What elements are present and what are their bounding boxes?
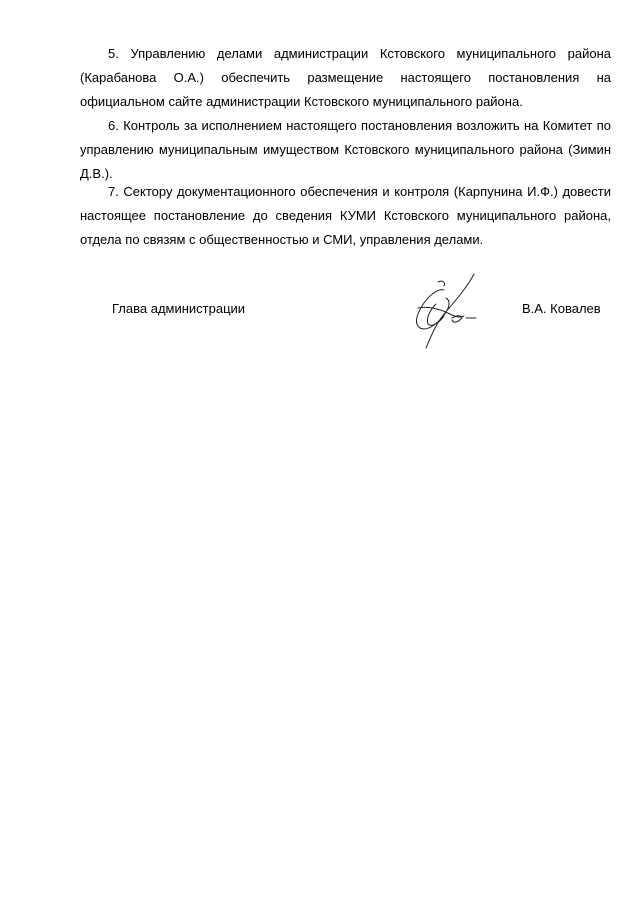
paragraph-item-6: 6. Контроль за исполнением настоящего постановления возложить на Комитет по управлению муниципальным имуществом Кстовского муниципального района (Зимин Д.В.). [80, 118, 611, 181]
signatory-name: В.А. Ковалев [522, 301, 601, 316]
handwritten-signature [398, 268, 508, 358]
paragraph-item-7: 7. Сектору документационного обеспечения и контроля (Карпунина И.Ф.) довести настоящее постановление до сведения КУМИ Кстовского муниципального района, отдела по связям с общественностью и СМИ, управления делами. [80, 184, 611, 247]
paragraph-item-5: 5. Управлению делами администрации Кстовского муниципального района (Карабанова О.А.) обеспечить размещение настоящего постановления на официальном сайте администрации Кстовского муниципального района. [80, 46, 611, 109]
signatory-title: Глава администрации [112, 301, 246, 316]
